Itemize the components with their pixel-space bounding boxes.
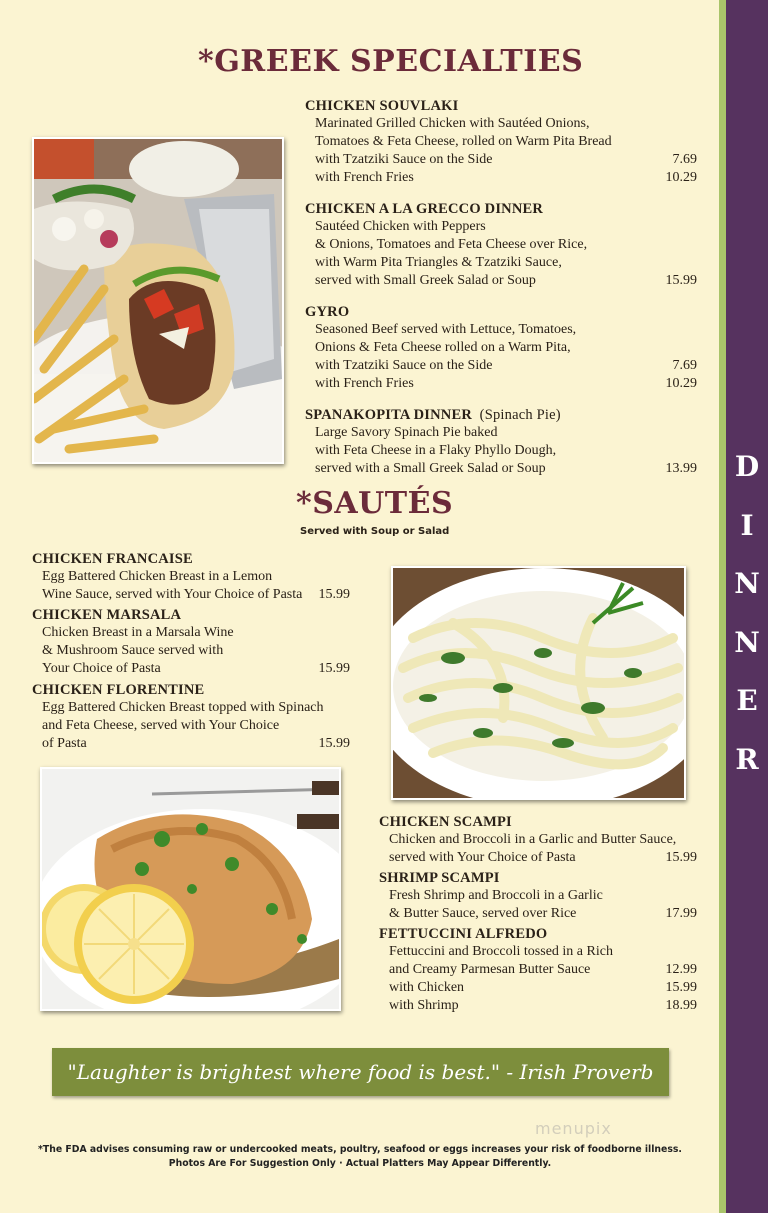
- item-description-line: [305, 321, 697, 339]
- item-description-line: [305, 272, 697, 290]
- line-text: & Butter Sauce, served over Rice: [389, 906, 577, 921]
- fettuccini-photo: [391, 566, 686, 800]
- side-accent-stripe: [719, 0, 726, 1213]
- side-letter: I: [740, 508, 754, 542]
- price: 10.29: [665, 376, 697, 391]
- item-description-line: [305, 151, 697, 169]
- item-description-line: [379, 849, 697, 867]
- line-text: Your Choice of Pasta: [42, 661, 161, 676]
- disclaimer-line: Photos Are For Suggestion Only · Actual Platters May Appear Differently.: [168, 1158, 552, 1169]
- sautes-title: *SAUTÉS: [296, 486, 454, 521]
- item-name: CHICKEN SCAMPI: [379, 814, 512, 830]
- line-text: with Chicken: [389, 980, 465, 995]
- line-text: with Tzatziki Sauce on the Side: [315, 152, 493, 167]
- menu-item-fettuccini-alfredo: [379, 925, 697, 1015]
- disclaimer: [30, 1143, 690, 1171]
- item-description-line: [305, 115, 697, 133]
- item-description-line: [305, 375, 697, 393]
- gyro-photo-illustration: [34, 139, 282, 462]
- item-description-line: [379, 961, 697, 979]
- item-description-line: [305, 218, 697, 236]
- item-name: GYRO: [305, 304, 350, 320]
- sautes-subtitle: Served with Soup or Salad: [300, 526, 450, 537]
- line-text: Wine Sauce, served with Your Choice of Pasta: [42, 587, 303, 602]
- item-name: CHICKEN FLORENTINE: [32, 682, 205, 698]
- menu-item-gyro: [305, 303, 697, 393]
- price: 17.99: [665, 906, 697, 921]
- item-description-line: [32, 660, 350, 678]
- item-description-line: [32, 586, 350, 604]
- item-description-line: [379, 979, 697, 997]
- item-name: CHICKEN A LA GRECCO DINNER: [305, 201, 544, 217]
- line-text: Seasoned Beef served with Lettuce, Tomatoes,: [315, 322, 577, 337]
- menu-item-chicken-souvlaki: [305, 97, 697, 187]
- line-text: Marinated Grilled Chicken with Sautéed Onions,: [315, 116, 590, 131]
- item-note: (Spinach Pie): [479, 407, 561, 423]
- price: 15.99: [318, 587, 350, 602]
- item-description-line: [305, 169, 697, 187]
- line-text: & Onions, Tomatoes and Feta Cheese over Rice,: [315, 237, 588, 252]
- line-text: Fettuccini and Broccoli tossed in a Rich: [389, 944, 613, 959]
- side-letter: E: [736, 684, 758, 717]
- price: 18.99: [665, 998, 697, 1013]
- side-label-dinner: [726, 438, 768, 789]
- line-text: and Creamy Parmesan Butter Sauce: [389, 962, 591, 977]
- line-text: Egg Battered Chicken Breast in a Lemon: [42, 569, 273, 584]
- menu-item-chicken-marsala: [32, 606, 350, 678]
- menu-item-chicken-a-la-grecco: [305, 200, 697, 290]
- item-name: CHICKEN MARSALA: [32, 607, 182, 623]
- line-text: with Feta Cheese in a Flaky Phyllo Dough,: [315, 443, 557, 458]
- price: 7.69: [672, 358, 697, 373]
- line-text: Large Savory Spinach Pie baked: [315, 425, 498, 440]
- item-description-line: [305, 254, 697, 272]
- item-description-line: [305, 339, 697, 357]
- line-text: with French Fries: [315, 376, 414, 391]
- menu-item-chicken-francaise: [32, 550, 350, 604]
- item-description-line: [379, 831, 697, 849]
- side-letter: R: [735, 742, 759, 776]
- item-description-line: [305, 133, 697, 151]
- fettuccini-photo-illustration: [393, 568, 684, 798]
- line-text: served with Your Choice of Pasta: [389, 850, 576, 865]
- price: 7.69: [672, 152, 697, 167]
- item-description-line: [32, 568, 350, 586]
- item-name: FETTUCCINI ALFREDO: [379, 926, 548, 942]
- menu-item-chicken-scampi: [379, 813, 697, 867]
- price: 15.99: [318, 736, 350, 751]
- side-letter: N: [734, 625, 760, 659]
- chicken-francaise-photo: [40, 767, 341, 1011]
- item-name: SHRIMP SCAMPI: [379, 870, 500, 886]
- price: 13.99: [665, 461, 697, 476]
- price: 15.99: [665, 850, 697, 865]
- line-text: with Tzatziki Sauce on the Side: [315, 358, 493, 373]
- item-description-line: [32, 642, 350, 660]
- price: 15.99: [665, 273, 697, 288]
- item-description-line: [305, 460, 697, 478]
- price: 10.29: [665, 170, 697, 185]
- line-text: served with a Small Greek Salad or Soup: [315, 461, 546, 476]
- side-letter: D: [734, 450, 760, 483]
- line-text: with French Fries: [315, 170, 414, 185]
- line-text: served with Small Greek Salad or Soup: [315, 273, 536, 288]
- item-description-line: [305, 442, 697, 460]
- price: 15.99: [318, 661, 350, 676]
- item-name-row: [305, 406, 697, 424]
- item-description-line: [32, 624, 350, 642]
- item-name: CHICKEN SOUVLAKI: [305, 98, 459, 114]
- line-text: Chicken and Broccoli in a Garlic and Butter Sauce,: [389, 832, 677, 847]
- side-letter: N: [734, 567, 760, 600]
- item-description-line: [379, 943, 697, 961]
- greek-specialties-title: *GREEK SPECIALTIES: [198, 44, 584, 79]
- line-text: Tomatoes & Feta Cheese, rolled on Warm Pita Bread: [315, 134, 612, 149]
- item-description-line: [379, 887, 697, 905]
- watermark: menupix: [535, 1119, 612, 1138]
- item-description-line: [305, 357, 697, 375]
- item-description-line: [32, 699, 350, 717]
- item-name: CHICKEN FRANCAISE: [32, 551, 193, 567]
- item-description-line: [305, 236, 697, 254]
- item-description-line: [379, 997, 697, 1015]
- line-text: Onions & Feta Cheese rolled on a Warm Pita,: [315, 340, 571, 355]
- line-text: Fresh Shrimp and Broccoli in a Garlic: [389, 888, 603, 903]
- line-text: & Mushroom Sauce served with: [42, 643, 224, 658]
- price: 12.99: [665, 962, 697, 977]
- line-text: with Warm Pita Triangles & Tzatziki Sauce,: [315, 255, 562, 270]
- item-description-line: [379, 905, 697, 923]
- line-text: Chicken Breast in a Marsala Wine: [42, 625, 234, 640]
- menu-item-shrimp-scampi: [379, 869, 697, 923]
- line-text: Egg Battered Chicken Breast topped with Spinach: [42, 700, 324, 715]
- line-text: with Shrimp: [389, 998, 459, 1013]
- menu-item-chicken-florentine: [32, 681, 350, 753]
- gyro-photo: [32, 137, 284, 464]
- item-description-line: [32, 717, 350, 735]
- disclaimer-line: *The FDA advises consuming raw or undercooked meats, poultry, seafood or eggs increases your risk of foodborne illness.: [38, 1144, 682, 1155]
- item-description-line: [305, 424, 697, 442]
- line-text: Sautéed Chicken with Peppers: [315, 219, 486, 234]
- quote-banner: "Laughter is brightest where food is best." - Irish Proverb: [52, 1048, 669, 1096]
- item-name: SPANAKOPITA DINNER: [305, 407, 473, 423]
- item-description-line: [32, 735, 350, 753]
- menu-item-spanakopita-dinner: [305, 406, 697, 478]
- chicken-francaise-photo-illustration: [42, 769, 339, 1009]
- price: 15.99: [665, 980, 697, 995]
- line-text: of Pasta: [42, 736, 87, 751]
- line-text: and Feta Cheese, served with Your Choice: [42, 718, 280, 733]
